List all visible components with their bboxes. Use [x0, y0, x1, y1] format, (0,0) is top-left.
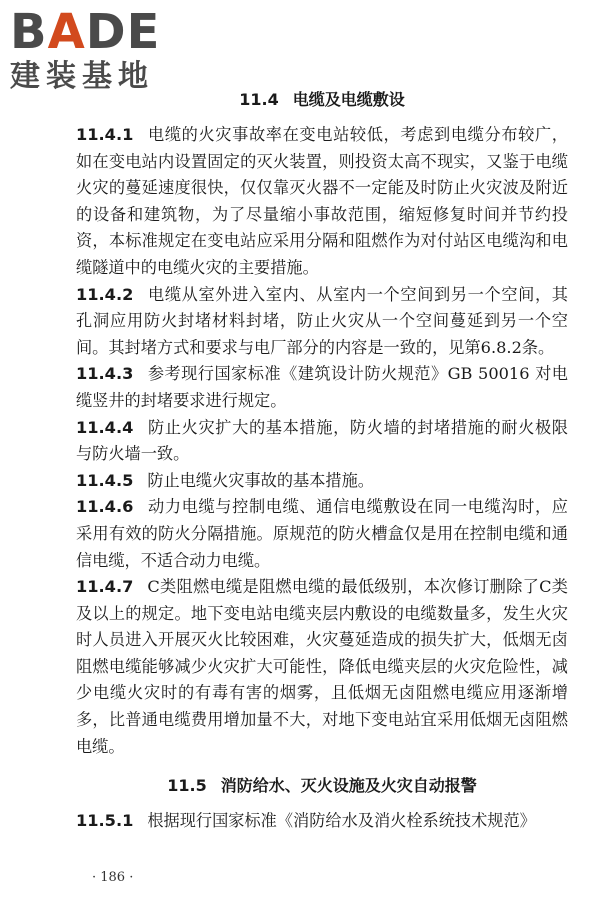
clause-text: 电缆从室外进入室内、从室内一个空间到另一个空间，其孔洞应用防火封堵材料封堵，防止火灾从一个空间蔓延到另一个空间。其封堵方式和要求与电厂部分的内容是一致的，见第6.8.2条。: [76, 284, 568, 357]
clause-text: C类阻燃电缆是阻燃电缆的最低级别，本次修订删除了C类及以上的规定。地下变电站电缆夹层内敷设的电缆数量多，发生火灾时人员进入开展灭火比较困难，火灾蔓延造成的损失扩大，低烟无卤阻燃电缆能够减少火灾扩大可能性，降低电缆夹层的火灾危险性，减少电缆火灾时的有毒有害的烟雾，且低烟无卤阻燃电缆应用逐渐增多，比普通电缆费用增加量不大，对地下变电站宜采用低烟无卤阻燃电缆。: [76, 577, 568, 756]
clause-number: 11.4.6: [76, 497, 134, 517]
clause-text: 动力电缆与控制电缆、通信电缆敷设在同一电缆沟时，应采用有效的防火分隔措施。原规范的防火槽盒仅是用在控制电缆和通信电缆，不适合动力电缆。: [76, 497, 568, 570]
clause-11-4-7: [76, 574, 568, 760]
clause-number: 11.4.3: [76, 364, 134, 384]
logo-letter-b: B: [10, 4, 48, 60]
document-body: [76, 78, 568, 835]
clause-number: 11.4.2: [76, 284, 134, 304]
clause-number: 11.4.1: [76, 125, 134, 144]
clause-number: 11.4.7: [76, 577, 134, 597]
logo-subtitle: 建装基地: [10, 59, 154, 94]
clause-11-4-2: [76, 282, 568, 362]
clause-number: 11.4.5: [76, 470, 134, 490]
clause-text: 根据现行国家标准《消防给水及消火栓系统技术规范》: [147, 811, 536, 831]
logo-letters-de: DE: [85, 4, 161, 60]
section-title-text: 电缆及电缆敷设: [292, 90, 405, 109]
section-number: 11.4: [239, 90, 279, 109]
clause-number: 11.4.4: [76, 417, 134, 437]
logo-wordmark: [10, 6, 180, 58]
section-title-text: 消防给水、灭火设施及火灾自动报警: [220, 776, 477, 796]
logo-letter-a-accent: A: [47, 4, 86, 60]
clause-11-4-4: [76, 415, 568, 468]
clause-number: 11.5.1: [76, 811, 134, 831]
clause-11-4-3: [76, 361, 568, 414]
page-number: · 186 ·: [92, 870, 134, 885]
section-number: 11.5: [167, 776, 207, 796]
clause-11-4-6: [76, 494, 568, 574]
clause-11-5-1: [76, 808, 568, 835]
clause-text: 防止火灾扩大的基本措施，防火墙的封堵措施的耐火极限与防火墙一致。: [76, 417, 568, 464]
clause-text: 防止电缆火灾事故的基本措施。: [147, 470, 374, 490]
section-heading-11-5: [76, 774, 568, 798]
clause-text: 电缆的火灾事故率在变电站较低，考虑到电缆分布较广，如在变电站内设置固定的灭火装置，则投资太高不现实，又鉴于电缆火灾的蔓延速度很快，仅仅靠灭火器不一定能及时防止火灾波及附近的设备和建筑物，为了尽量缩小事故范围，缩短修复时间并节约投资，本标准规定在变电站应采用分隔和阻燃作为对付站区电缆沟和电缆隧道中的电缆火灾的主要措施。: [76, 125, 568, 277]
clause-11-4-1: [76, 122, 568, 282]
clause-text: 参考现行国家标准《建筑设计防火规范》GB 50016 对电缆竖井的封堵要求进行规定。: [76, 364, 568, 410]
section-heading-11-4: [76, 88, 568, 112]
clause-11-4-5: [76, 468, 568, 495]
